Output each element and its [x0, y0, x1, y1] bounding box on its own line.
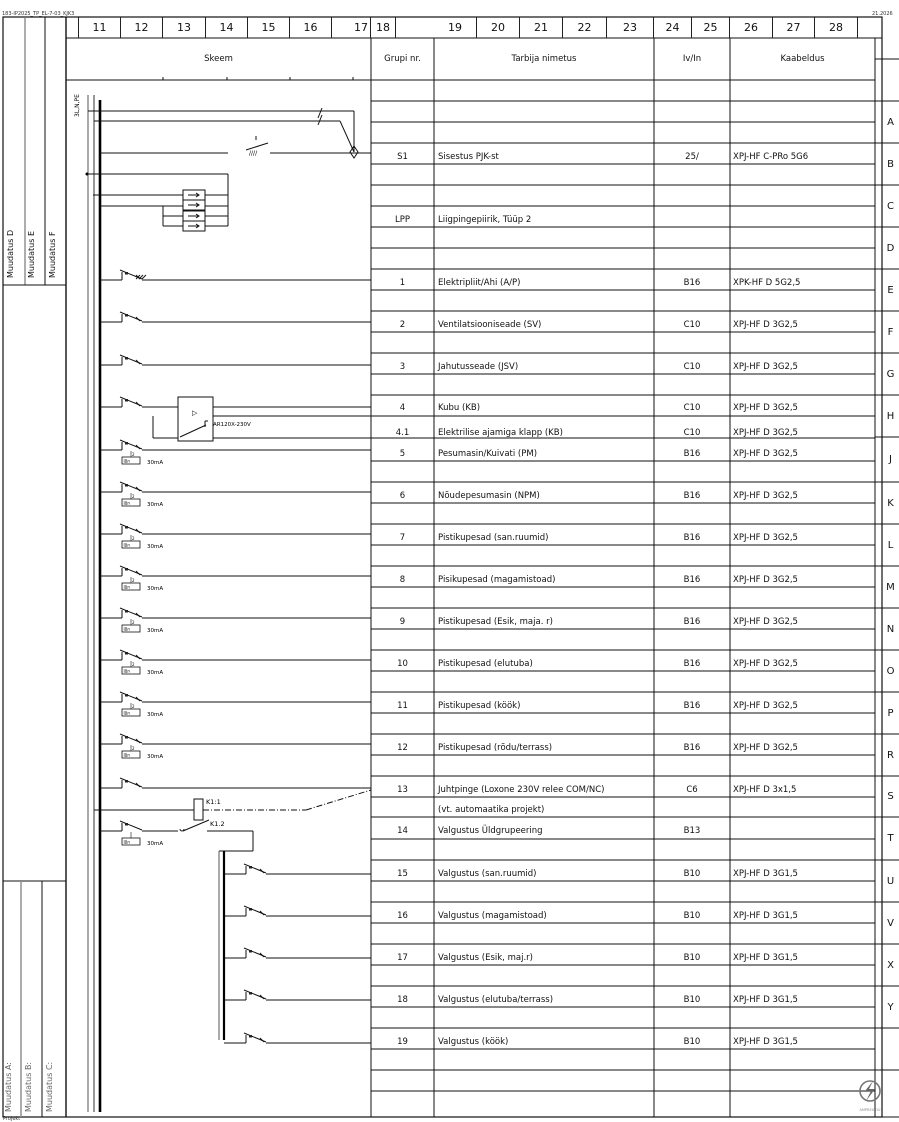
cable-type: XPJ-HF D 3G2,5	[733, 362, 798, 372]
svg-text:▷: ▷	[192, 409, 198, 417]
breaker-rating: B16	[683, 278, 701, 288]
rcd-rating: 30mA	[147, 628, 164, 634]
rcd-rating: 30mA	[147, 754, 164, 760]
consumer-name: Juhtpinge (Loxone 230V relee COM/NC)	[438, 785, 605, 795]
cable-type: XPJ-HF D 3G1,5	[733, 953, 798, 963]
consumer-name: Liigpingepiirik, Tüüp 2	[438, 215, 532, 225]
group-number: 13	[397, 785, 408, 795]
consumer-name: Valgustus (san.ruumid)	[438, 869, 537, 879]
consumer-name: Pistikupesad (Esik, maja. r)	[438, 617, 553, 627]
consumer-name: (vt. automaatika projekt)	[438, 805, 545, 815]
group-number: 3	[399, 362, 406, 372]
header-skeem: Skeem	[204, 54, 233, 64]
cable-type: XPJ-HF D 3G1,5	[733, 869, 798, 879]
column-number: 23	[607, 17, 654, 38]
rcd-rating: 30mA	[147, 841, 164, 847]
row-letter: T	[887, 833, 894, 844]
column-number: 22	[563, 17, 607, 38]
row-letter: K	[887, 497, 894, 509]
rcd-symbol: IΔn	[123, 500, 130, 506]
row-letter: U	[886, 875, 895, 887]
breaker-rating: C6	[686, 785, 698, 795]
breaker-rating: B16	[683, 743, 701, 753]
breaker-rating: B16	[683, 659, 701, 669]
group-number: 10	[397, 659, 408, 669]
svg-text:2: 2	[132, 452, 135, 457]
company-logo	[858, 1078, 882, 1114]
breaker-rating: B16	[683, 449, 701, 459]
cable-type: XPJ-HF D 3G2,5	[733, 403, 798, 413]
row-letter: L	[887, 539, 894, 551]
row-letter: D	[886, 242, 895, 254]
svg-text:2: 2	[132, 536, 135, 541]
row-letter: R	[887, 749, 894, 761]
row-letter: S	[887, 791, 894, 802]
breaker-rating: B16	[683, 491, 701, 501]
group-number: LPP	[395, 215, 410, 225]
consumer-name: Valgustus (köök)	[438, 1037, 509, 1047]
row-letter: P	[887, 707, 894, 719]
column-number: 25	[692, 17, 730, 38]
consumer-name: Elektrilise ajamiga klapp (KB)	[438, 428, 563, 438]
svg-text:2: 2	[132, 746, 135, 751]
cable-type: XPJ-HF D 3G2,5	[733, 701, 798, 711]
breaker-rating: B16	[683, 575, 701, 585]
group-number: 4	[399, 403, 406, 413]
breaker-rating	[654, 206, 730, 227]
consumer-name: Pistikupesad (san.ruumid)	[438, 533, 549, 543]
breaker-rating: B10	[683, 911, 701, 921]
column-number: 14	[206, 17, 248, 38]
cable-type: XPJ-HF D 3G2,5	[733, 449, 798, 459]
consumer-name: Valgustus (Esik, maj.r)	[438, 953, 533, 963]
breaker-rating: B16	[683, 533, 701, 543]
column-number: 19	[434, 17, 477, 38]
group-number: 12	[397, 743, 408, 753]
svg-text:2: 2	[132, 662, 135, 667]
row-letter: X	[887, 959, 894, 971]
header-tarbija: Tarbija nimetus	[511, 54, 577, 64]
group-number: 9	[399, 617, 406, 627]
revision-a: Muudatus A:	[4, 1062, 13, 1112]
consumer-name: Sisestus PJK-st	[438, 152, 499, 162]
rcd-rating: 30mA	[147, 586, 164, 592]
rcd-rating: 30mA	[147, 544, 164, 550]
column-number: 24	[654, 17, 692, 38]
breaker-rating: B10	[683, 1037, 701, 1047]
consumer-name: Pistikupesad (köök)	[438, 701, 521, 711]
row-letter: J	[889, 454, 892, 465]
cable-type: XPK-HF D 5G2,5	[733, 278, 801, 288]
rcd-symbol: IΔn	[123, 752, 130, 758]
cable-type: XPJ-HF D 3x1,5	[733, 785, 797, 795]
cable-type: XPJ-HF D 3G2,5	[733, 659, 798, 669]
date-code: 21.2026	[872, 11, 893, 17]
cable-type: XPJ-HF D 3G2,5	[733, 320, 798, 330]
rcd-symbol: IΔn	[123, 542, 130, 548]
group-number: 7	[399, 533, 406, 543]
consumer-name: Valgustus (elutuba/terrass)	[438, 995, 554, 1005]
row-letter: O	[886, 665, 895, 677]
cable-type: XPJ-HF D 3G2,5	[733, 491, 798, 501]
consumer-name: Kubu (KB)	[438, 403, 481, 413]
cable-type	[730, 797, 875, 817]
rcd-rating: 30mA	[147, 670, 164, 676]
column-number: 20	[477, 17, 520, 38]
rcd-symbol: IΔn	[123, 839, 130, 845]
header-grupi-nr: Grupi nr.	[384, 54, 421, 64]
group-number: 11	[397, 701, 408, 711]
column-number: 16	[290, 17, 332, 38]
svg-text:2: 2	[132, 494, 135, 499]
consumer-name: Nõudepesumasin (NPM)	[438, 491, 540, 501]
group-number	[371, 797, 434, 817]
revision-e: Muudatus E	[27, 231, 36, 278]
breaker-rating: B16	[683, 617, 701, 627]
group-number: 14	[397, 826, 408, 836]
cable-type	[730, 206, 875, 227]
svg-text:2: 2	[132, 704, 135, 709]
row-letter: M	[886, 581, 895, 593]
consumer-name: Valgustus Üldgrupeering	[438, 826, 543, 836]
svg-text:2: 2	[132, 620, 135, 625]
cable-type: XPJ-HF D 3G2,5	[733, 743, 798, 753]
breaker-rating: 25/	[685, 152, 699, 162]
breaker-rating: B10	[683, 995, 701, 1005]
breaker-rating: C10	[683, 428, 701, 438]
file-code: 183-IP2025_TP_EL-7-03_KJK3	[2, 11, 75, 17]
rcd-symbol: IΔn	[123, 626, 130, 632]
breaker-rating: B16	[683, 701, 701, 711]
group-number: 4.1	[395, 428, 410, 438]
group-number: 17	[397, 953, 408, 963]
breaker-rating	[654, 797, 730, 817]
k1-1-label: K1:1	[206, 798, 221, 806]
cable-type: XPJ-HF D 3G1,5	[733, 995, 798, 1005]
column-number: 28	[815, 17, 858, 38]
rcd-rating: 30mA	[147, 502, 164, 508]
column-number: 17	[332, 17, 371, 38]
group-number: 16	[397, 911, 408, 921]
busbar-label: 3L,N,PE	[74, 94, 81, 117]
breaker-rating: C10	[683, 320, 701, 330]
group-number: 5	[399, 449, 406, 459]
row-letter: C	[887, 200, 894, 212]
consumer-name: Pesumasin/Kuivati (PM)	[438, 449, 538, 459]
cable-type	[730, 817, 875, 838]
group-number: 2	[399, 320, 406, 330]
revision-f: Muudatus F	[48, 231, 57, 278]
breaker-rating: C10	[683, 362, 701, 372]
cable-type: XPJ-HF C-PRo 5G6	[733, 152, 809, 162]
consumer-name: Valgustus (magamistoad)	[438, 911, 547, 921]
row-letter: G	[886, 368, 895, 380]
row-letter: E	[887, 284, 894, 296]
breaker-rating: B10	[683, 953, 701, 963]
row-letter: Y	[887, 1001, 894, 1013]
cable-type: XPJ-HF D 3G2,5	[733, 575, 798, 585]
cable-type: XPJ-HF D 3G2,5	[733, 617, 798, 627]
consumer-name: Elektripliit/Ahi (A/P)	[438, 278, 521, 288]
column-number: 12	[121, 17, 163, 38]
svg-text:////: ////	[249, 150, 258, 157]
rcd-symbol: IΔn	[123, 458, 130, 464]
cable-type: XPJ-HF D 3G1,5	[733, 911, 798, 921]
header-ivin: Iv/In	[682, 54, 702, 64]
group-number: 8	[399, 575, 406, 585]
column-number-blank	[66, 17, 79, 38]
cable-type: XPJ-HF D 3G2,5	[733, 428, 798, 438]
group-number: 19	[397, 1037, 408, 1047]
rcd-rating: 30mA	[147, 712, 164, 718]
group-number: 15	[397, 869, 408, 879]
project-label: Projekt	[3, 1116, 21, 1122]
header-kaabeldus: Kaabeldus	[780, 54, 825, 64]
rcd-symbol: IΔn	[123, 668, 130, 674]
circuit-breaker-icon	[120, 821, 142, 830]
group-number: 18	[397, 995, 408, 1005]
k1-2-label: K1.2	[210, 820, 225, 828]
revision-b: Muudatus B:	[24, 1061, 33, 1112]
row-letter: F	[887, 326, 894, 338]
column-number: 15	[248, 17, 290, 38]
consumer-name: Pistikupesad (elutuba)	[438, 659, 533, 669]
logo-text: AMPREX OÜ	[859, 1108, 881, 1112]
column-number: 27	[773, 17, 815, 38]
group-number: 1	[399, 278, 406, 288]
consumer-name: Pisikupesad (magamistoad)	[438, 575, 556, 585]
relay-label: AR120X-230V	[213, 422, 251, 428]
consumer-name: Ventilatsiooniseade (SV)	[438, 320, 542, 330]
rcd-rating: 30mA	[147, 460, 164, 466]
column-number: 11	[79, 17, 121, 38]
consumer-name: Jahutusseade (JSV)	[438, 362, 519, 372]
column-number: 13	[163, 17, 206, 38]
column-number: 18	[371, 17, 396, 38]
revision-d: Muudatus D	[6, 229, 15, 278]
row-letter: V	[887, 917, 894, 929]
breaker-rating: B10	[683, 869, 701, 879]
column-number: 26	[730, 17, 773, 38]
rcd-symbol: IΔn	[123, 584, 130, 590]
column-number: 21	[520, 17, 563, 38]
group-number: 6	[399, 491, 406, 501]
breaker-rating: C10	[683, 403, 701, 413]
svg-text:2: 2	[132, 578, 135, 583]
cable-type: XPJ-HF D 3G2,5	[733, 533, 798, 543]
rcd-symbol: IΔn	[123, 710, 130, 716]
row-letter: B	[887, 158, 894, 170]
lightning-logo-icon	[858, 1078, 882, 1104]
cable-type: XPJ-HF D 3G1,5	[733, 1037, 798, 1047]
breaker-rating: B13	[683, 826, 701, 836]
row-letter: N	[886, 623, 895, 635]
revision-c: Muudatus C:	[45, 1061, 54, 1112]
group-number: S1	[397, 152, 408, 162]
row-letter: A	[887, 116, 894, 128]
consumer-name: Pistikupesad (rõdu/terrass)	[438, 743, 553, 753]
row-letter: H	[886, 410, 895, 422]
